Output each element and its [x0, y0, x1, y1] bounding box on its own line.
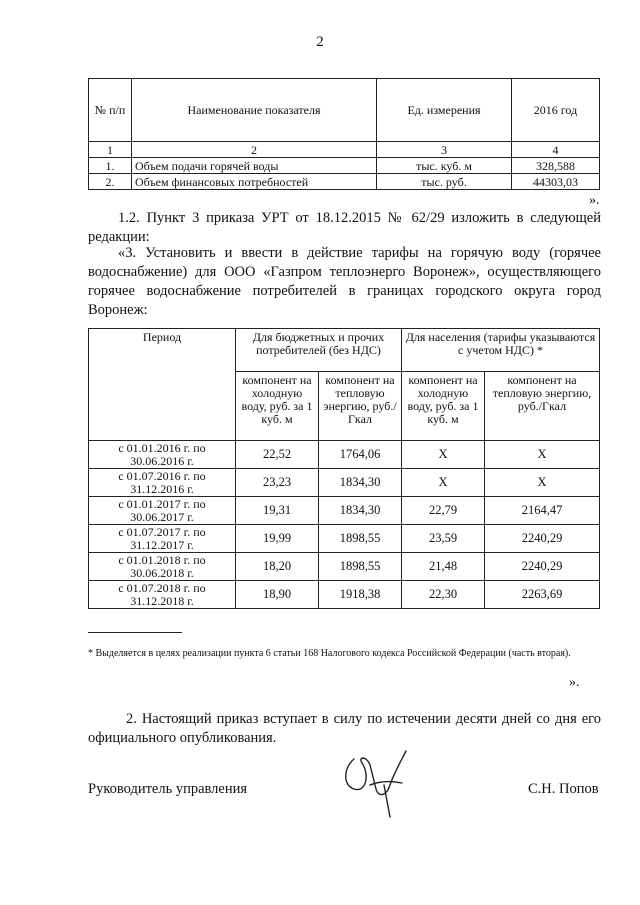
row-unit: тыс. руб.: [377, 174, 512, 190]
value-cell: 2164,47: [485, 497, 600, 525]
paragraph-3: «3. Установить и ввести в действие тарифы на горячую воду (горячее водоснабжение) для ООО «Газпром теплоэнерго Воронеж», осуществляющего горячее водоснабжение потребителей в границах городского округа город Воронеж:: [88, 245, 601, 318]
header-unit: Ед. измерения: [377, 79, 512, 142]
value-cell: Х: [485, 469, 600, 497]
row-value: 328,588: [512, 158, 600, 174]
footnote-divider: [88, 632, 182, 633]
closing-quote-1: ».: [589, 193, 600, 208]
value-cell: 1898,55: [319, 525, 402, 553]
paragraph-2: 2. Настоящий приказ вступает в силу по истечении десяти дней со дня его официального опубликования.: [88, 711, 601, 746]
period-cell: с 01.07.2017 г. по 31.12.2017 г.: [89, 525, 236, 553]
subheader-cold-water-population: компонент на холодную воду, руб. за 1 куб. м: [402, 372, 485, 441]
value-cell: 22,52: [236, 441, 319, 469]
table-row: [89, 581, 600, 609]
value-cell: 1834,30: [319, 469, 402, 497]
row-number: 2.: [89, 174, 132, 190]
value-cell: 1898,55: [319, 553, 402, 581]
closing-quote-2: ».: [569, 675, 580, 690]
period-cell: с 01.01.2018 г. по 30.06.2018 г.: [89, 553, 236, 581]
footnote: * Выделяется в целях реализации пункта 6 статьи 168 Налогового кодекса Российской Федерации (часть вторая).: [88, 648, 571, 659]
subheader-heat-population: компонент на тепловую энергию, руб./Гкал: [485, 372, 600, 441]
table-row: [89, 174, 600, 190]
value-cell: Х: [402, 469, 485, 497]
period-cell: с 01.01.2016 г. по 30.06.2016 г.: [89, 441, 236, 469]
table-row: [89, 553, 600, 581]
period-cell: с 01.07.2018 г. по 31.12.2018 г.: [89, 581, 236, 609]
period-cell: с 01.01.2017 г. по 30.06.2017 г.: [89, 497, 236, 525]
table-row: [89, 441, 600, 469]
row-value: 44303,03: [512, 174, 600, 190]
tariff-table: [88, 328, 600, 609]
header-year: 2016 год: [512, 79, 600, 142]
value-cell: 19,99: [236, 525, 319, 553]
index-cell: 4: [512, 142, 600, 158]
value-cell: 2240,29: [485, 553, 600, 581]
table-row: [89, 158, 600, 174]
row-indicator: Объем подачи горячей воды: [132, 158, 377, 174]
signer-title: Руководитель управления: [88, 781, 248, 797]
row-unit: тыс. куб. м: [377, 158, 512, 174]
header-number: № п/п: [89, 79, 132, 142]
value-cell: 1834,30: [319, 497, 402, 525]
table-row: [89, 469, 600, 497]
indicators-table: [88, 78, 600, 190]
table-header-row: [89, 79, 600, 142]
index-cell: 3: [377, 142, 512, 158]
subheader-cold-water-budget: компонент на холодную воду, руб. за 1 куб. м: [236, 372, 319, 441]
subheader-heat-budget: компонент на тепловую энергию, руб./Гкал: [319, 372, 402, 441]
table-index-row: [89, 142, 600, 158]
value-cell: 1764,06: [319, 441, 402, 469]
table-row: [89, 525, 600, 553]
signature: [340, 745, 420, 825]
value-cell: 18,90: [236, 581, 319, 609]
index-cell: 1: [89, 142, 132, 158]
paragraph-1-2: 1.2. Пункт 3 приказа УРТ от 18.12.2015 № 62/29 изложить в следующей редакции:: [88, 210, 601, 245]
value-cell: 2240,29: [485, 525, 600, 553]
row-indicator: Объем финансовых потребностей: [132, 174, 377, 190]
value-cell: 22,30: [402, 581, 485, 609]
value-cell: 22,79: [402, 497, 485, 525]
page-number: 2: [316, 34, 324, 50]
value-cell: Х: [402, 441, 485, 469]
period-cell: с 01.07.2016 г. по 31.12.2016 г.: [89, 469, 236, 497]
value-cell: 18,20: [236, 553, 319, 581]
table-row: [89, 497, 600, 525]
header-indicator: Наименование показателя: [132, 79, 377, 142]
row-number: 1.: [89, 158, 132, 174]
header-population: Для населения (тарифы указываются с учетом НДС) *: [402, 329, 600, 372]
signer-name: С.Н. Попов: [528, 781, 599, 797]
value-cell: 19,31: [236, 497, 319, 525]
value-cell: 23,59: [402, 525, 485, 553]
tariff-group-header-row: [89, 329, 600, 372]
header-period: Период: [89, 329, 236, 441]
value-cell: 2263,69: [485, 581, 600, 609]
index-cell: 2: [132, 142, 377, 158]
value-cell: 1918,38: [319, 581, 402, 609]
header-budget-consumers: Для бюджетных и прочих потребителей (без НДС): [236, 329, 402, 372]
value-cell: 21,48: [402, 553, 485, 581]
value-cell: 23,23: [236, 469, 319, 497]
value-cell: Х: [485, 441, 600, 469]
